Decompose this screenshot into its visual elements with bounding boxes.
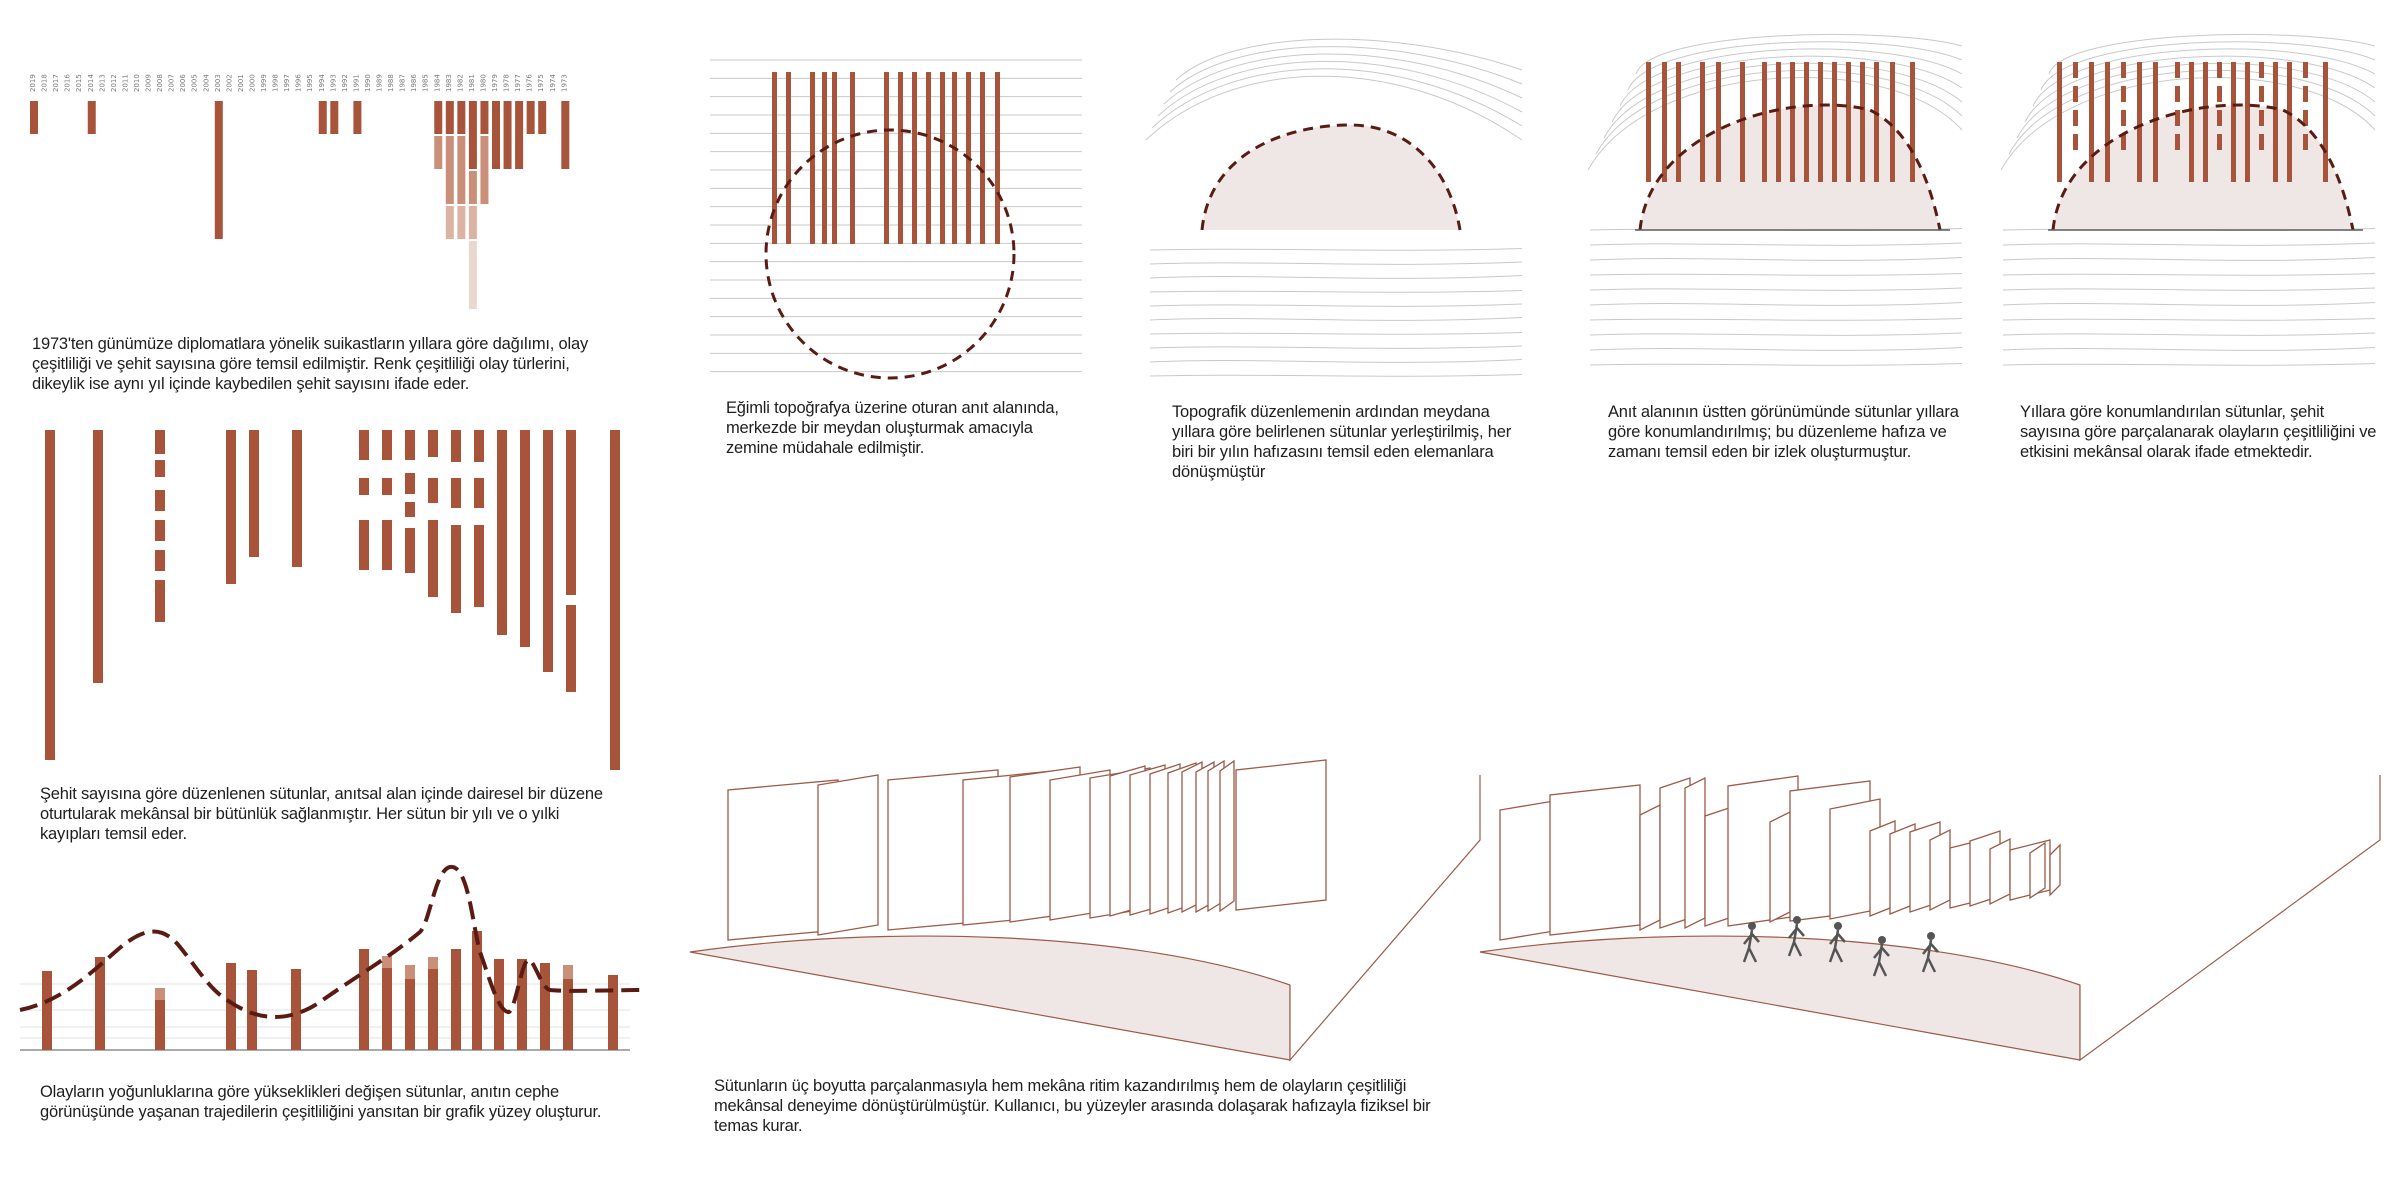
site-column bbox=[1874, 62, 1879, 182]
site-column-segment bbox=[2259, 110, 2264, 126]
chart-bar-segment bbox=[561, 101, 569, 169]
year-tick-label: 2009 bbox=[144, 74, 153, 92]
year-tick-label: 1993 bbox=[329, 74, 338, 92]
column-segment bbox=[155, 520, 165, 541]
site-column bbox=[926, 72, 931, 244]
chart-bar-segment bbox=[457, 206, 465, 239]
year-tick-label: 1978 bbox=[502, 74, 511, 92]
site-column bbox=[1804, 62, 1809, 182]
year-tick-label: 1984 bbox=[433, 74, 442, 92]
elevation-column bbox=[359, 949, 369, 1050]
year-tick-label: 2000 bbox=[248, 74, 257, 92]
wall-panel bbox=[2030, 843, 2045, 898]
column-segment bbox=[405, 528, 415, 573]
contour-line bbox=[1590, 319, 1962, 321]
site-column bbox=[2287, 62, 2292, 182]
site-column bbox=[1762, 62, 1767, 182]
site-column bbox=[1790, 62, 1795, 182]
elevation-column bbox=[540, 963, 550, 1050]
chart-bar-segment bbox=[538, 101, 546, 134]
column-segment bbox=[382, 520, 392, 570]
contour-line bbox=[1590, 258, 1962, 261]
elevation-column-top bbox=[155, 988, 165, 1000]
year-tick-label: 1982 bbox=[456, 74, 465, 92]
year-tick-label: 2010 bbox=[132, 74, 141, 92]
chart-bar-segment bbox=[446, 136, 454, 204]
wall-panel bbox=[1990, 839, 2010, 904]
column-segment bbox=[155, 460, 165, 477]
caption-site-4: Yıllara göre konumlandırılan sütunlar, şehit sayısına göre parçalanarak olayların çeşitliliğini ve etkisini mekânsal olarak ifade etmektedir. bbox=[2020, 403, 2377, 461]
elevation-column bbox=[291, 969, 301, 1050]
chart-bar-segment bbox=[457, 136, 465, 204]
elevation-column-top bbox=[563, 965, 573, 979]
caption-site-1: Eğimli topoğrafya üzerine oturan anıt alanında, merkezde bir meydan oluşturmak amacıyla zemine müdahale edilmiştir. bbox=[726, 399, 1059, 457]
elevation-column bbox=[428, 957, 438, 1050]
contour-line bbox=[2003, 258, 2375, 261]
site-column bbox=[2137, 62, 2142, 182]
site-column-segment bbox=[2073, 110, 2078, 126]
plaza-floor bbox=[1480, 936, 2080, 1060]
contour-line bbox=[1150, 333, 1522, 335]
year-tick-label: 2018 bbox=[40, 74, 49, 92]
chart-bar-segment bbox=[215, 101, 223, 239]
site-plan-1 bbox=[710, 40, 1090, 380]
site-column bbox=[850, 72, 855, 244]
contour-line bbox=[2003, 364, 2375, 366]
year-tick-label: 1990 bbox=[363, 74, 372, 92]
year-tick-label: 2001 bbox=[236, 74, 245, 92]
site-column bbox=[898, 72, 903, 244]
column-segment bbox=[155, 430, 165, 454]
timeline-bar-chart bbox=[0, 0, 640, 240]
site-column bbox=[832, 72, 837, 244]
site-column bbox=[2231, 62, 2236, 182]
axonometric-view-1 bbox=[680, 730, 1500, 1070]
column-segment bbox=[610, 430, 620, 770]
wall-panel bbox=[1640, 805, 1660, 930]
site-column-segment bbox=[2073, 86, 2078, 102]
year-tick-label: 1997 bbox=[283, 74, 292, 92]
site-column-segment bbox=[2175, 134, 2180, 150]
column-segment bbox=[451, 478, 461, 508]
contour-line bbox=[2003, 288, 2375, 290]
elevation-column bbox=[472, 931, 482, 1050]
site-column-segment bbox=[2217, 62, 2222, 78]
year-tick-label: 1992 bbox=[340, 74, 349, 92]
site-column-segment bbox=[2121, 86, 2126, 102]
column-segment bbox=[405, 502, 415, 517]
chart-bar-segment bbox=[330, 101, 338, 134]
year-tick-label: 1998 bbox=[271, 74, 280, 92]
column-segment bbox=[543, 430, 553, 672]
year-tick-label: 1999 bbox=[260, 74, 268, 92]
year-tick-label: 1973 bbox=[560, 74, 569, 92]
site-column bbox=[786, 72, 791, 244]
elevation-column-top bbox=[405, 965, 415, 979]
column-segment bbox=[566, 430, 576, 595]
chart-bar-segment bbox=[469, 206, 477, 239]
year-tick-label: 2003 bbox=[213, 74, 222, 92]
contour-line bbox=[2003, 274, 2375, 276]
site-column bbox=[2057, 62, 2062, 182]
site-column-segment bbox=[2121, 110, 2126, 126]
chart-bar-segment bbox=[469, 101, 477, 169]
site-column bbox=[1818, 62, 1823, 182]
site-column bbox=[1716, 62, 1721, 182]
caption-site-2: Topografik düzenlemenin ardından meydana yıllara göre belirlenen sütunlar yerleştirilmiş, her biri bir yılın hafızasını temsil eden elemanlara dönüşmüştür bbox=[1172, 403, 1511, 481]
year-tick-label: 1989 bbox=[375, 74, 384, 92]
column-segment bbox=[474, 525, 484, 607]
chart-bar-segment bbox=[504, 101, 512, 169]
site-column-segment bbox=[2259, 86, 2264, 102]
caption-columns: Şehit sayısına göre düzenlenen sütunlar, anıtsal alan içinde dairesel bir düzene oturtularak mekânsal bir bütünlük sağlanmıştır. Her sütun bir yılı ve o yılki kayıpları temsil eder. bbox=[40, 785, 603, 843]
wall-panel bbox=[818, 775, 878, 935]
site-plan-4 bbox=[2003, 20, 2383, 380]
site-column bbox=[2105, 62, 2110, 182]
site-column bbox=[1832, 62, 1837, 182]
site-column-segment bbox=[2259, 62, 2264, 78]
elevation-column bbox=[382, 956, 392, 1050]
site-column-segment bbox=[2259, 134, 2264, 150]
site-column bbox=[980, 72, 985, 244]
contour-line bbox=[2003, 333, 2375, 335]
chart-bar-segment bbox=[492, 101, 500, 169]
site-column bbox=[2273, 62, 2278, 182]
contour-line bbox=[1590, 348, 1962, 351]
contour-line bbox=[1152, 69, 1522, 128]
site-column-segment bbox=[2217, 110, 2222, 126]
column-segment bbox=[226, 430, 236, 584]
site-plan-2 bbox=[1150, 20, 1530, 380]
chart-bar-segment bbox=[527, 101, 535, 134]
elevation-column bbox=[247, 970, 257, 1050]
site-column-segment bbox=[2121, 62, 2126, 78]
columns-plan-diagram bbox=[0, 410, 640, 770]
site-column bbox=[1662, 62, 1667, 182]
site-column-segment bbox=[2175, 62, 2180, 78]
column-segment bbox=[428, 430, 438, 457]
year-tick-label: 1980 bbox=[479, 74, 488, 92]
column-segment bbox=[93, 430, 103, 683]
wall-panel bbox=[1236, 760, 1326, 910]
contour-line bbox=[1150, 318, 1522, 321]
column-segment bbox=[155, 550, 165, 571]
plaza-circle bbox=[766, 130, 1014, 378]
chart-bar-segment bbox=[480, 136, 488, 204]
retaining-wall bbox=[2080, 775, 2380, 1060]
year-tick-label: 1985 bbox=[421, 74, 430, 92]
site-column bbox=[1676, 62, 1681, 182]
site-column-segment bbox=[2175, 110, 2180, 126]
site-column-segment bbox=[2303, 86, 2308, 102]
year-tick-label: 2016 bbox=[63, 74, 72, 92]
year-tick-label: 2005 bbox=[190, 74, 199, 92]
site-column bbox=[2089, 62, 2094, 182]
contour-line bbox=[1590, 364, 1962, 366]
year-tick-label: 2012 bbox=[109, 74, 118, 92]
chart-bar-segment bbox=[353, 101, 361, 134]
caption-site-3: Anıt alanının üstten görünümünde sütunlar yıllara göre konumlandırılmış; bu düzenleme hafıza ve zamanı temsil eden bir izlek oluşturmuştur. bbox=[1608, 403, 1959, 461]
column-segment bbox=[359, 478, 369, 495]
column-segment bbox=[497, 430, 507, 635]
contour-line bbox=[2003, 348, 2375, 351]
site-column bbox=[1776, 62, 1781, 182]
year-tick-label: 1974 bbox=[548, 74, 557, 92]
wall-panel bbox=[1770, 812, 1790, 922]
chart-bar-segment bbox=[30, 101, 38, 134]
column-segment bbox=[405, 473, 415, 494]
caption-timeline: 1973'ten günümüze diplomatlara yönelik suikastların yıllara göre dağılımı, olay çeşitliliği ve şehit sayısına göre temsil edilmiştir. Renk çeşitliliği olay türlerini, dikeylik ise aynı yıl içinde kaybedilen şehit sayısını ifade eder. bbox=[32, 335, 588, 393]
contour-line bbox=[1150, 360, 1522, 363]
site-column bbox=[995, 72, 1000, 244]
site-column bbox=[1646, 62, 1651, 182]
caption-elevation: Olayların yoğunluklarına göre yükseklikleri değişen sütunlar, anıtın cephe görünüşünde yaşanan trajedilerin çeşitliliğini yansıtan bir grafik yüzey oluşturur. bbox=[40, 1083, 602, 1121]
site-column bbox=[2323, 62, 2328, 182]
wall-panel bbox=[1685, 778, 1705, 928]
year-tick-label: 1975 bbox=[537, 74, 546, 92]
chart-bar-segment bbox=[469, 241, 477, 309]
site-column bbox=[1910, 62, 1915, 182]
column-segment bbox=[566, 605, 576, 692]
year-tick-label: 1977 bbox=[514, 74, 523, 92]
contour-line bbox=[1150, 375, 1522, 377]
year-tick-label: 2017 bbox=[52, 74, 61, 92]
year-tick-label: 2004 bbox=[202, 74, 211, 92]
year-tick-label: 1979 bbox=[491, 74, 499, 92]
column-segment bbox=[428, 478, 438, 503]
site-plan-3 bbox=[1590, 20, 1970, 380]
year-tick-label: 1996 bbox=[294, 74, 303, 92]
year-tick-label: 2008 bbox=[156, 74, 165, 92]
site-column-segment bbox=[2217, 134, 2222, 150]
site-column bbox=[2245, 62, 2250, 182]
site-column-segment bbox=[2303, 62, 2308, 78]
site-column bbox=[884, 72, 889, 244]
site-column bbox=[822, 72, 827, 244]
chart-bar-segment bbox=[434, 136, 442, 169]
column-segment bbox=[359, 520, 369, 570]
contour-line bbox=[1590, 288, 1962, 290]
column-segment bbox=[451, 525, 461, 613]
column-segment bbox=[474, 430, 484, 462]
wall-panel bbox=[1930, 830, 1950, 910]
contour-line bbox=[1590, 274, 1962, 276]
year-tick-label: 2011 bbox=[121, 74, 130, 92]
year-tick-label: 1991 bbox=[352, 74, 361, 92]
site-column bbox=[1846, 62, 1851, 182]
contour-line bbox=[1590, 333, 1962, 335]
site-column bbox=[2189, 62, 2194, 182]
year-tick-label: 1976 bbox=[525, 74, 534, 92]
year-tick-label: 1987 bbox=[398, 74, 407, 92]
site-column bbox=[2203, 62, 2208, 182]
year-tick-label: 2006 bbox=[179, 74, 188, 92]
chart-bar-segment bbox=[457, 101, 465, 134]
person-head bbox=[1793, 916, 1801, 924]
wall-panel bbox=[1550, 785, 1640, 935]
site-column bbox=[952, 72, 957, 244]
column-segment bbox=[292, 430, 302, 567]
plaza-area bbox=[1202, 125, 1460, 230]
caption-axonometric: Sütunların üç boyutta parçalanmasıyla hem mekâna ritim kazandırılmış hem de olayların çeşitliliği mekânsal deneyime dönüştürülmüştür. Kullanıcı, bu yüzeyler arasında dolaşarak hafızayla fiziksel bir temas kurar. bbox=[714, 1077, 1431, 1135]
wall-panel bbox=[2050, 845, 2060, 895]
plaza-floor bbox=[690, 936, 1290, 1060]
contour-line bbox=[1590, 243, 1962, 245]
chart-bar-segment bbox=[515, 101, 523, 169]
site-column-segment bbox=[2217, 86, 2222, 102]
elevation-diagram bbox=[20, 862, 670, 1052]
column-segment bbox=[155, 580, 165, 622]
site-column bbox=[1700, 62, 1705, 182]
column-segment bbox=[451, 430, 461, 462]
year-tick-label: 2014 bbox=[86, 74, 95, 92]
column-segment bbox=[382, 430, 392, 460]
chart-bar-segment bbox=[480, 101, 488, 134]
chart-bar-segment bbox=[469, 171, 477, 204]
year-tick-label: 1983 bbox=[444, 74, 453, 92]
axonometric-view-2 bbox=[1470, 730, 2400, 1070]
elevation-column bbox=[42, 971, 52, 1050]
year-tick-label: 2007 bbox=[167, 74, 176, 92]
person-head bbox=[1878, 936, 1886, 944]
contour-line bbox=[1150, 249, 1522, 251]
site-column-segment bbox=[2175, 86, 2180, 102]
year-tick-label: 2002 bbox=[225, 74, 234, 92]
site-column bbox=[2153, 62, 2158, 182]
contour-line bbox=[2003, 319, 2375, 321]
elevation-column-top bbox=[382, 956, 392, 968]
contour-line bbox=[1590, 303, 1962, 306]
column-segment bbox=[428, 520, 438, 597]
chart-bar-segment bbox=[446, 101, 454, 134]
column-segment bbox=[359, 430, 369, 460]
year-tick-label: 1995 bbox=[306, 74, 315, 92]
year-tick-label: 1981 bbox=[467, 74, 476, 92]
contour-line bbox=[1150, 304, 1522, 306]
column-segment bbox=[474, 478, 484, 508]
chart-bar-segment bbox=[446, 206, 454, 239]
site-column-segment bbox=[2073, 62, 2078, 78]
column-segment bbox=[249, 430, 259, 557]
contour-line bbox=[1150, 291, 1522, 293]
column-segment bbox=[520, 430, 530, 647]
column-segment bbox=[405, 430, 415, 460]
site-column bbox=[1890, 62, 1895, 182]
column-segment bbox=[155, 490, 165, 511]
year-tick-label: 1986 bbox=[410, 74, 419, 92]
elevation-column bbox=[608, 975, 618, 1050]
year-tick-label: 1994 bbox=[317, 74, 326, 92]
site-column bbox=[1860, 62, 1865, 182]
person-head bbox=[1834, 922, 1842, 930]
year-tick-label: 1988 bbox=[387, 74, 396, 92]
contour-line bbox=[2003, 243, 2375, 245]
chart-bar-segment bbox=[434, 101, 442, 134]
site-column bbox=[912, 72, 917, 244]
contour-line bbox=[1150, 262, 1522, 264]
contour-line bbox=[2003, 303, 2375, 306]
column-segment bbox=[382, 478, 392, 495]
contour-line bbox=[1150, 276, 1522, 279]
contour-line bbox=[1176, 39, 1522, 80]
year-tick-label: 2015 bbox=[75, 74, 84, 92]
site-column-segment bbox=[2303, 134, 2308, 150]
wall-panel bbox=[1220, 761, 1234, 911]
column-segment bbox=[45, 430, 55, 760]
person-head bbox=[1927, 932, 1935, 940]
year-tick-label: 2019 bbox=[29, 74, 37, 92]
person-head bbox=[1748, 922, 1756, 930]
contour-line bbox=[1150, 346, 1522, 348]
site-column-segment bbox=[2073, 134, 2078, 150]
elevation-column-top bbox=[428, 957, 438, 969]
site-column bbox=[940, 72, 945, 244]
elevation-column bbox=[451, 949, 461, 1050]
elevation-column bbox=[95, 957, 105, 1050]
chart-bar-segment bbox=[88, 101, 96, 134]
chart-bar-segment bbox=[319, 101, 327, 134]
site-column bbox=[1740, 62, 1745, 182]
year-tick-label: 2013 bbox=[98, 74, 107, 92]
